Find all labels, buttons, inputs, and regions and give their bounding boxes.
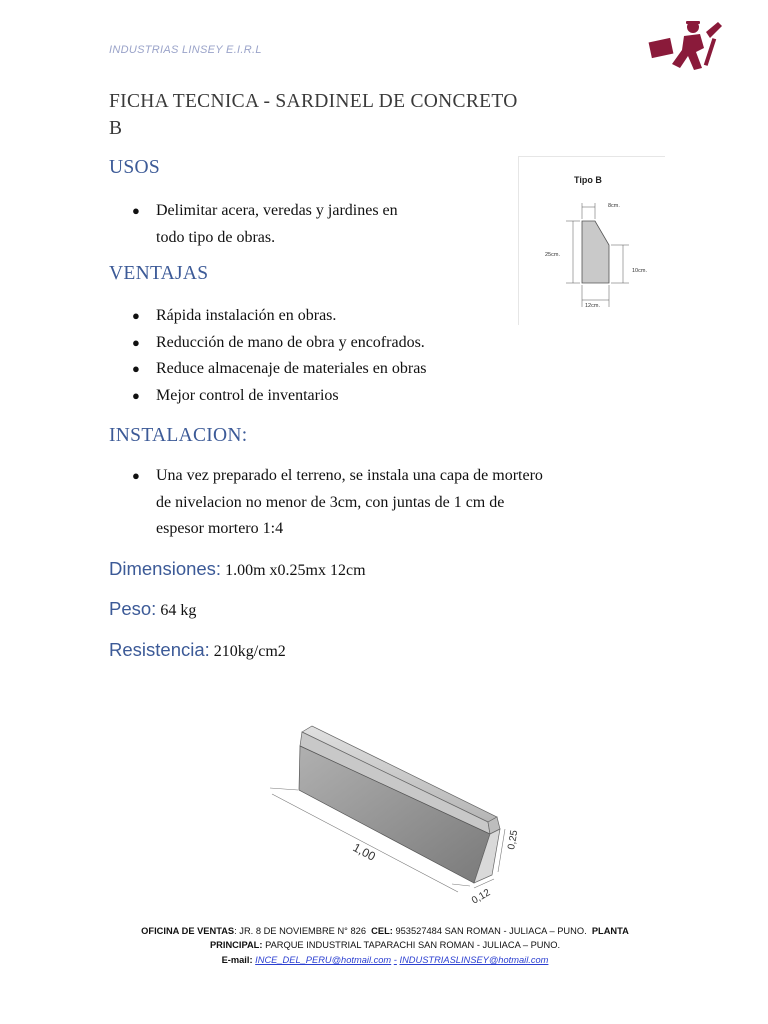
curb-isometric-drawing bbox=[262, 722, 524, 912]
spec-value: 210kg/cm2 bbox=[213, 643, 286, 660]
footer-line-2: PRINCIPAL: PARQUE INDUSTRIAL TAPARACHI SAN ROMAN - JULIACA – PUNO. bbox=[209, 940, 561, 951]
dim-height-label: 25cm. bbox=[545, 252, 560, 258]
spec-label: Dimensiones: bbox=[109, 558, 222, 579]
width-label: 0,12 bbox=[470, 887, 493, 907]
instalacion-list bbox=[132, 463, 543, 543]
title-line-2: B bbox=[109, 118, 123, 139]
usos-list bbox=[132, 198, 398, 251]
spec-peso bbox=[109, 598, 196, 620]
bullet-icon: ● bbox=[132, 334, 140, 350]
list-item: ● Reduce almacenaje de materiales en obras bbox=[132, 356, 427, 383]
footer-contact bbox=[80, 924, 690, 967]
worker-running-logo-icon bbox=[648, 18, 724, 86]
spec-resistencia bbox=[109, 639, 286, 661]
height-label: 0,25 bbox=[506, 829, 521, 851]
page-title bbox=[109, 88, 629, 142]
dim-side-label: 10cm. bbox=[632, 268, 647, 274]
footer-line-1: OFICINA DE VENTAS: JR. 8 DE NOVIEMBRE N° 826 CEL: 953527484 SAN ROMAN - JULIACA – PUNO. PLANTA bbox=[141, 926, 629, 936]
cross-section-drawing bbox=[519, 157, 665, 325]
curb-section-shape bbox=[582, 221, 609, 283]
title-line-1: FICHA TECNICA - SARDINEL DE CONCRETO bbox=[109, 91, 518, 112]
bullet-icon: ● bbox=[132, 203, 140, 218]
dim-top-label: 8cm. bbox=[608, 203, 620, 209]
list-item: ● Una vez preparado el terreno, se instala una capa de mortero bbox=[132, 463, 543, 490]
email-link-1[interactable]: INCE_DEL_PERU@hotmail.com bbox=[255, 954, 392, 965]
list-item: ● Delimitar acera, veredas y jardines en bbox=[132, 198, 398, 225]
section-heading-ventajas: VENTAJAS bbox=[109, 263, 209, 284]
spec-value: 64 kg bbox=[160, 602, 197, 619]
spec-dimensiones bbox=[109, 558, 366, 580]
list-item-continuation: todo tipo de obras. bbox=[156, 228, 276, 246]
cross-section-diagram bbox=[518, 156, 665, 325]
bullet-icon: ● bbox=[132, 308, 140, 323]
list-item-continuation: espesor mortero 1:4 bbox=[156, 520, 284, 537]
length-label: 1,00 bbox=[350, 840, 378, 864]
spec-label: Resistencia: bbox=[109, 639, 210, 660]
bullet-icon: ● bbox=[132, 361, 140, 376]
section-heading-instalacion: INSTALACION: bbox=[109, 425, 248, 446]
section-heading-usos: USOS bbox=[109, 157, 161, 178]
list-item: ● Rápida instalación en obras. bbox=[132, 303, 427, 330]
list-item: ● Mejor control de inventarios bbox=[132, 383, 427, 410]
company-name: INDUSTRIAS LINSEY E.I.R.L bbox=[109, 44, 262, 56]
spec-label: Peso: bbox=[109, 598, 157, 619]
dim-base-label: 12cm. bbox=[585, 303, 600, 309]
footer-line-3: E-mail: INCE_DEL_PERU@hotmail.com - INDUSTRIASLINSEY@hotmail.com bbox=[221, 954, 549, 965]
bullet-icon: ● bbox=[132, 468, 140, 483]
list-item-continuation: de nivelacion no menor de 3cm, con juntas de 1 cm de bbox=[156, 493, 505, 511]
email-link-2[interactable]: INDUSTRIASLINSEY@hotmail.com bbox=[399, 954, 549, 965]
spec-value: 1.00m x0.25mx 12cm bbox=[225, 562, 366, 579]
ventajas-list bbox=[132, 303, 427, 409]
bullet-icon: ● bbox=[132, 387, 140, 403]
diagram-title: Tipo B bbox=[574, 175, 602, 185]
list-item: ● Reducción de mano de obra y encofrados. bbox=[132, 330, 427, 357]
